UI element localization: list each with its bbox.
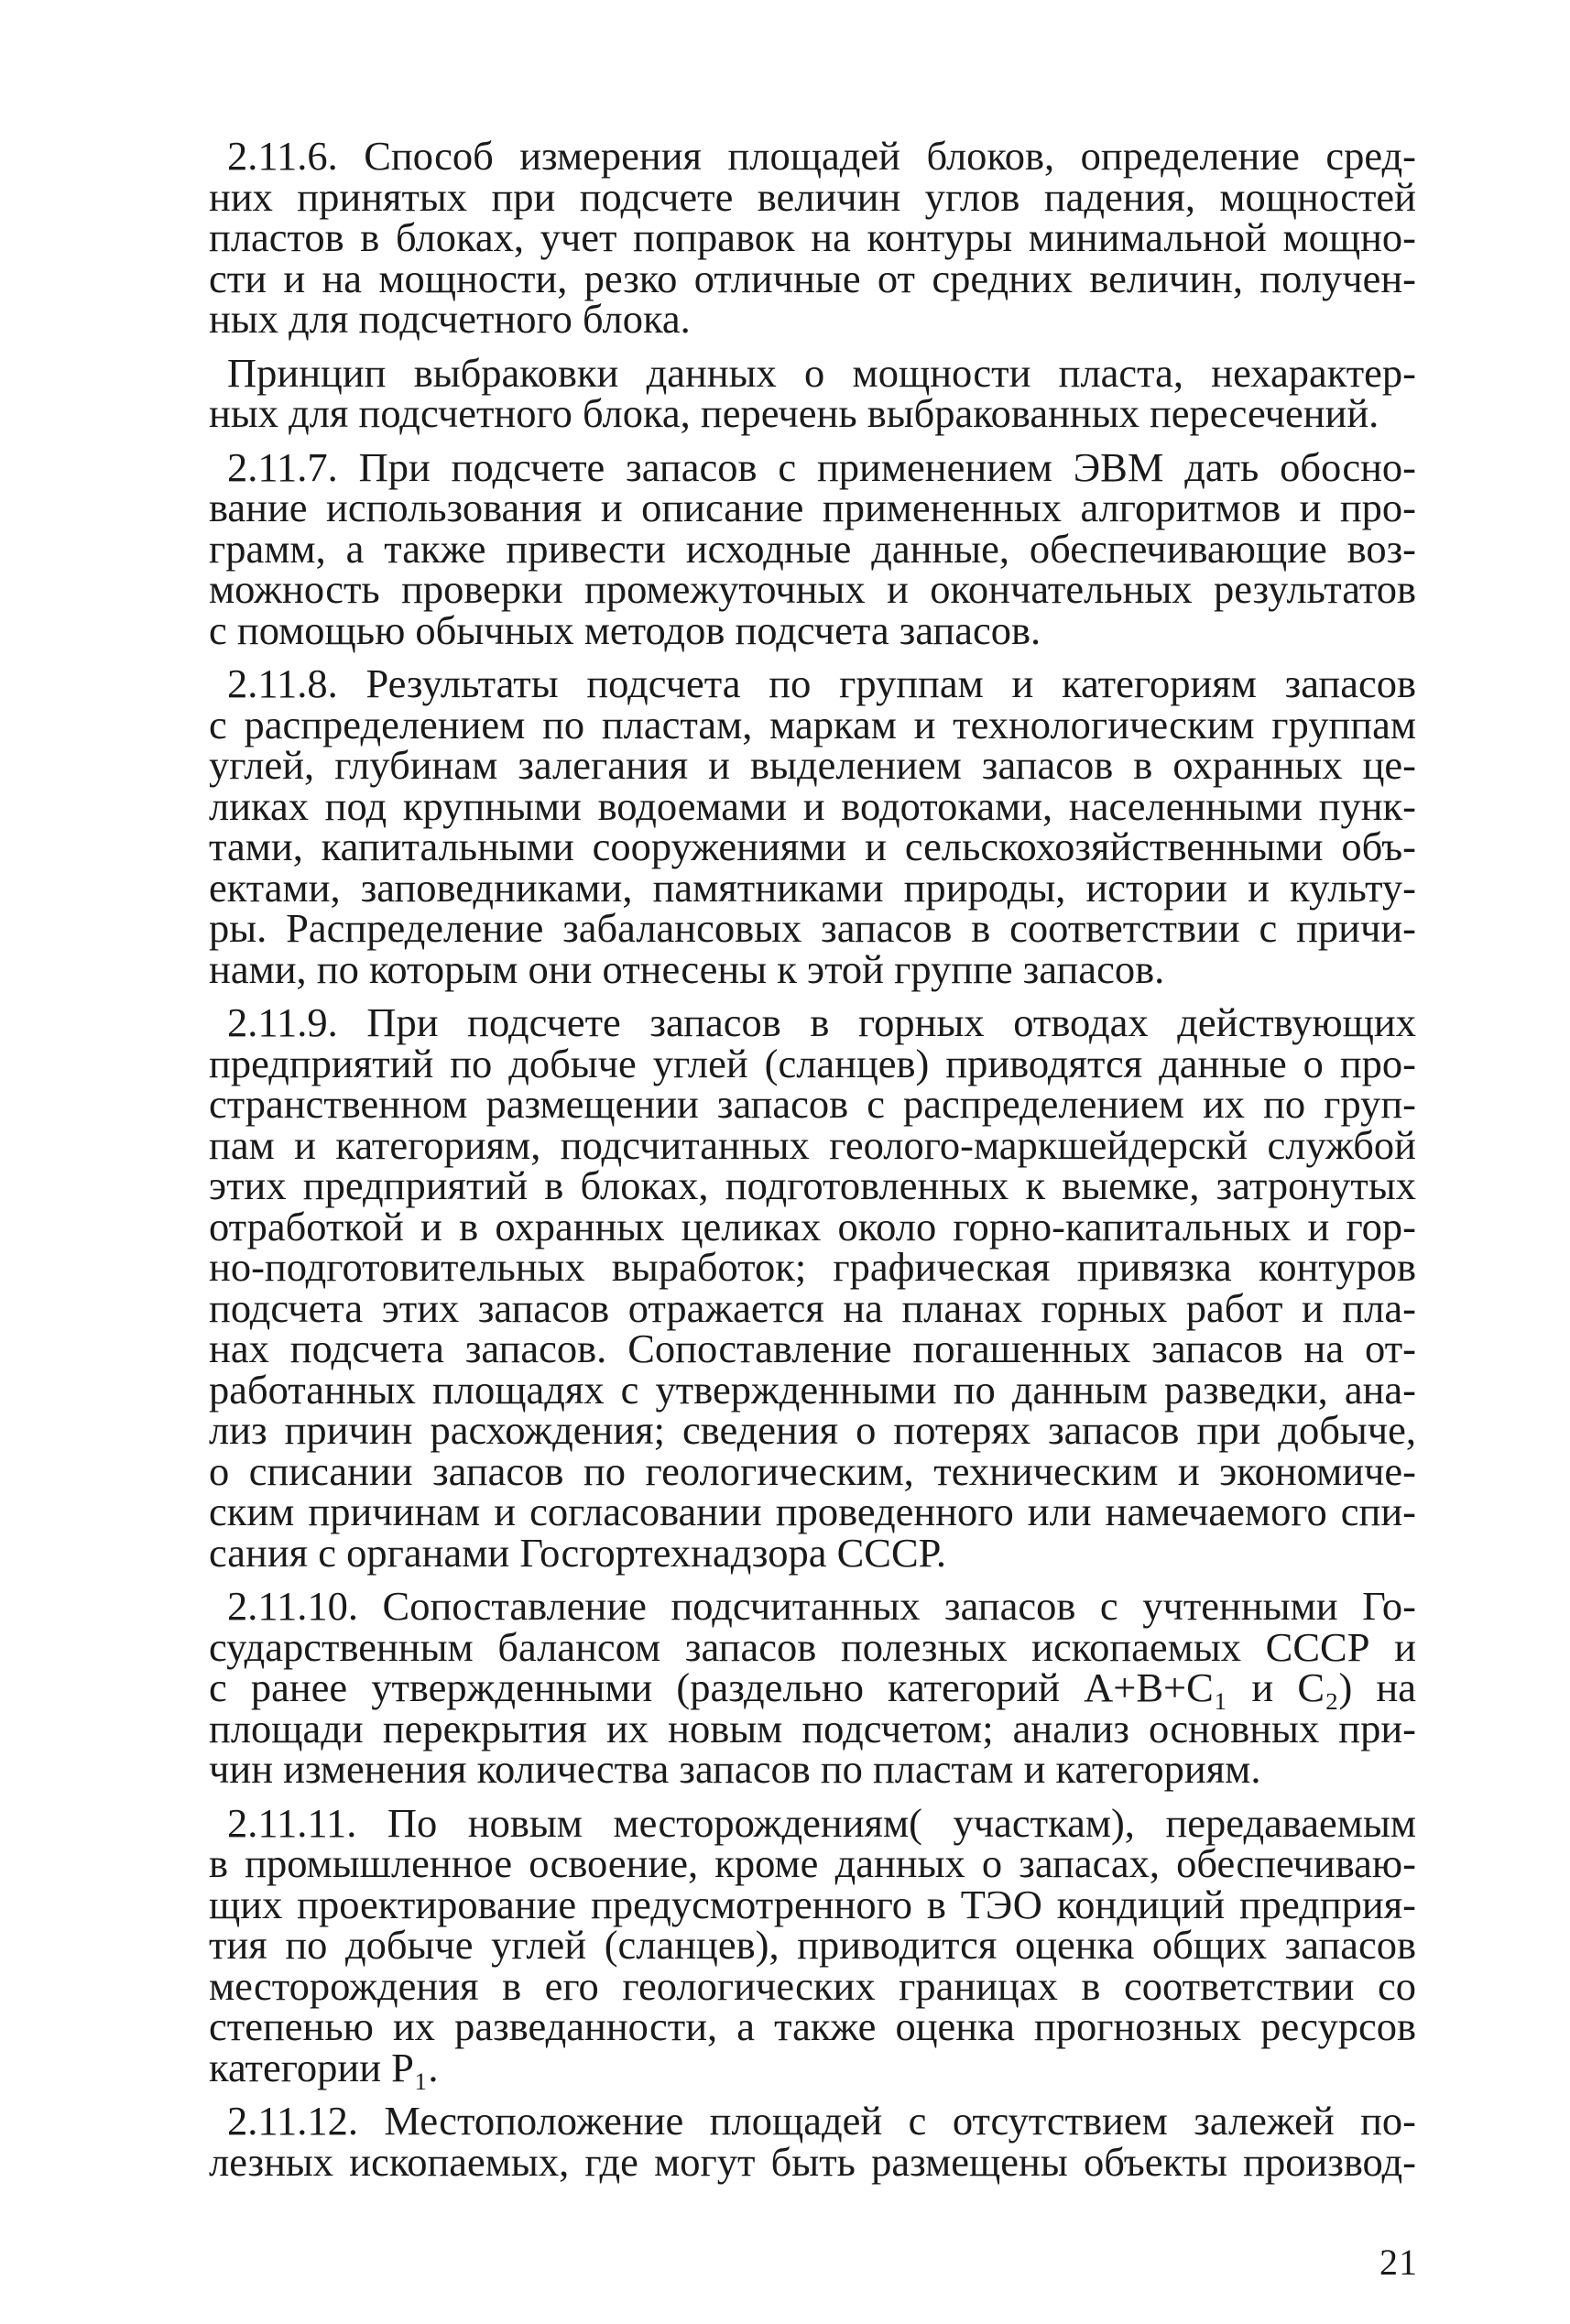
text-line: предприятий по добыче углей (сланцев) приводятся данные о про- (209, 1040, 1416, 1086)
text-line: сти и на мощности, резко отличные от средних величин, получен- (209, 255, 1416, 301)
text-line: пам и категориям, подсчитанных геолого-маркшейдерскй службой (209, 1121, 1416, 1168)
text-line: отработкой и в охранных целиках около горно-капитальных и гор- (209, 1203, 1416, 1249)
text-line: с ранее утвержденными (раздельно категорий А+В+С₁ и С₂) на (209, 1664, 1416, 1710)
text-line: 2.11.9. При подсчете запасов в горных отводах действующих (227, 999, 1416, 1045)
text-line: пластов в блоках, учет поправок на контуры минимальной мощно- (209, 214, 1416, 260)
text-line: щих проектирование предусмотренного в ТЭО кондиций предприя- (209, 1881, 1416, 1927)
text-line: работанных площадях с утвержденными по данным разведки, ана- (209, 1366, 1416, 1413)
text-line: 2.11.8. Результаты подсчета по группам и категориям запасов (227, 660, 1416, 706)
text-line: углей, глубинам залегания и выделением запасов в охранных це- (209, 742, 1416, 788)
text-line: 2.11.12. Местоположение площадей с отсутствием залежей по- (227, 2098, 1416, 2144)
text-line: можность проверки промежуточных и окончательных результатов (209, 566, 1416, 612)
text-line: о списании запасов по геологическим, техническим и экономиче- (209, 1447, 1416, 1494)
text-line: 2.11.10. Сопоставление подсчитанных запасов с учтенными Го- (227, 1583, 1416, 1629)
paragraph-2-11-11 (209, 1799, 1416, 2090)
text-line: но-подготовительных выработок; графическая привязка контуров (209, 1244, 1416, 1290)
text-line: 2.11.6. Способ измерения площадей блоков, определение сред- (227, 133, 1416, 179)
document-page (209, 133, 1416, 2195)
text-line: нами, по которым они отнесены к этой группе запасов. (209, 945, 1165, 992)
text-line: вание использования и описание примененных алгоритмов и про- (209, 485, 1416, 530)
paragraph-2-11-9 (209, 999, 1416, 1576)
paragraph-2-11-10 (209, 1583, 1416, 1792)
text-line: ектами, заповедниками, памятниками природы, истории и культу- (209, 864, 1416, 911)
text-line: площади перекрытия их новым подсчетом; анализ основных при- (209, 1705, 1416, 1751)
paragraph-2-11-6 (209, 133, 1416, 342)
text-line: сания с органами Госгортехнадзора СССР. (209, 1529, 946, 1576)
text-line: ных для подсчетного блока, перечень выбракованных пересечений. (209, 390, 1379, 436)
text-line: месторождения в его геологических границах в соответствии со (209, 1962, 1416, 2009)
text-line: этих предприятий в блоках, подготовленных к выемке, затронутых (209, 1162, 1416, 1208)
text-line: ных для подсчетного блока. (209, 296, 691, 342)
text-line: тами, капитальными сооружениями и сельскохозяйственными объ- (209, 824, 1416, 869)
text-line: нах подсчета запасов. Сопоставление погашенных запасов на от- (209, 1326, 1416, 1371)
text-line: лезных ископаемых, где могут быть размещены объекты производ- (209, 2138, 1416, 2185)
text-line: странственном размещении запасов с распределением их по груп- (209, 1081, 1416, 1127)
text-line: 2.11.7. При подсчете запасов с применением ЭВМ дать обосно- (227, 443, 1416, 490)
text-line: в промышленное освоение, кроме данных о запасах, обеспечиваю- (209, 1840, 1416, 1886)
text-line: тия по добыче углей (сланцев), приводится оценка общих запасов (209, 1922, 1416, 1968)
text-line: подсчета этих запасов отражается на планах горных работ и пла- (209, 1284, 1416, 1331)
text-line: 2.11.11. По новым месторождениям( участкам), передаваемым (227, 1799, 1416, 1846)
paragraph-2-11-7 (209, 443, 1416, 653)
text-line: Принцип выбраковки данных о мощности пласта, нехарактер- (227, 349, 1416, 396)
text-line: ским причинам и согласовании проведенного или намечаемого спи- (209, 1489, 1416, 1534)
text-line: лиз причин расхождения; сведения о потерях запасов при добыче, (209, 1407, 1416, 1453)
page-number: 21 (1379, 2242, 1418, 2283)
text-line: с распределением по пластам, маркам и технологическим группам (209, 701, 1416, 747)
text-line: ры. Распределение забалансовых запасов в соответствии с причи- (209, 905, 1416, 951)
text-line: чин изменения количества запасов по пластам и категориям. (209, 1746, 1261, 1792)
text-line: степенью их разведанности, а также оценка прогнозных ресурсов (209, 2003, 1416, 2049)
text-line: них принятых при подсчете величин углов падения, мощностей (209, 173, 1416, 220)
text-line: категории Р₁. (209, 2044, 439, 2090)
paragraph-rejection-principle (209, 349, 1416, 436)
paragraph-2-11-8 (209, 660, 1416, 992)
text-line: ликах под крупными водоемами и водотоками, населенными пунк- (209, 782, 1416, 829)
paragraph-2-11-12 (209, 2098, 1416, 2185)
text-line: с помощью обычных методов подсчета запасов. (209, 606, 1041, 653)
text-line: грамм, а также привести исходные данные, обеспечивающие воз- (209, 525, 1416, 572)
text-line: сударственным балансом запасов полезных ископаемых СССР и (209, 1623, 1416, 1670)
